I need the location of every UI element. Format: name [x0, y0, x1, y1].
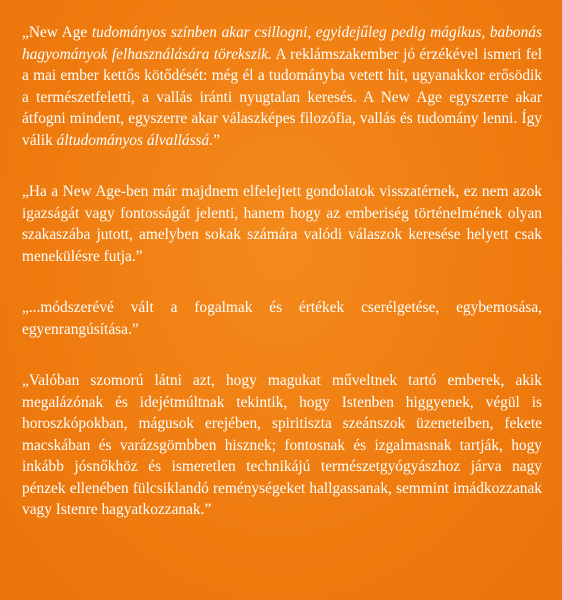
quote-new-age-science [22, 22, 542, 151]
quote-part: „...módszerévé vált a fogalmak és értékek cserélgetése, egybemosása, egyenrangúsítása.” [22, 299, 542, 338]
quote-part-italic: tudományos színben akar csillogni, egyidejűleg pedig mágikus, babonás hagyományok felhasználására törekszik. [22, 24, 542, 63]
quote-exchange-of-concepts [22, 297, 542, 340]
quote-part: „Valóban szomorú látni azt, hogy magukat műveltnek tartó emberek, akik megalázónak és idejétmúltnak tekintik, hogy Istenben higgyenek, végül is horoszkópokban, mágusok erejében, spiritiszta szeánszok üzeneteiben, fekete macskában és varázsgömbben hisznek; fontosnak és izgalmasnak tartják, hogy inkább jósnőkhöz és ismeretlen technikájú természetgyógyászhoz járva nagy pénzek ellenében fülcsiklandó reménységeket hallgassanak, semmint imádkozzanak vagy Istenre hagyatkozzanak.” [22, 372, 542, 518]
quote-sad-to-see [22, 370, 542, 521]
quote-part: A reklámszakember jó érzékével ismeri fel a mai ember kettős kötődését: még él a tudományba vetett hit, ugyanakkor erősödik a természetfeletti, a vallás iránti nyugtalan keresés. A New Age egyszerre akar átfogni mindent, egyszerre akar válaszképes filozófia, vallás és tudomány lenni. Így válik [22, 45, 543, 149]
quote-part: ” [213, 131, 220, 149]
quote-part-italic: áltudományos álvallássá. [56, 131, 214, 149]
quote-part: „New Age [22, 24, 92, 41]
quote-forgotten-ideas [22, 181, 542, 267]
back-cover-text [22, 22, 542, 521]
quote-part: „Ha a New Age-ben már majdnem elfelejtett gondolatok visszatérnek, ez nem azok igazságát vagy fontosságát jelenti, hanem hogy az emberiség történelmének olyan szakaszába jutott, amelyben sokak számára valódi válaszok keresése helyett csak menekülésre futja.” [22, 183, 542, 265]
